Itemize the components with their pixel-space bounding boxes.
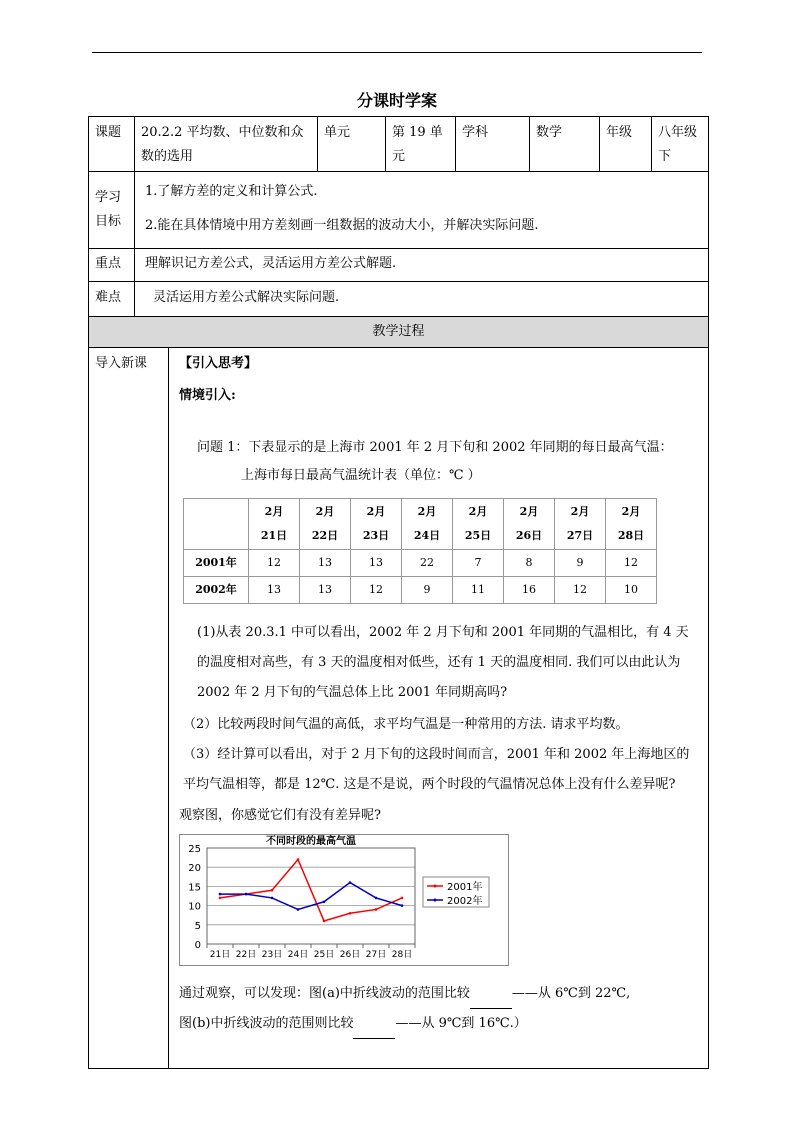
key-point-row bbox=[89, 249, 708, 282]
table-cell: 11 bbox=[453, 577, 504, 604]
table-column-header: 2月 26日 bbox=[504, 499, 555, 550]
data-point bbox=[401, 897, 404, 900]
grade-label: 年级 bbox=[600, 117, 652, 171]
unit-value: 第 19 单元 bbox=[386, 117, 456, 171]
lesson-table bbox=[88, 116, 709, 1069]
table-cell: 13 bbox=[300, 577, 351, 604]
table-cell: 9 bbox=[402, 577, 453, 604]
data-point bbox=[349, 881, 352, 884]
intro-label: 导入新课 bbox=[89, 348, 169, 1068]
y-tick-label: 0 bbox=[194, 940, 201, 951]
answer-blank bbox=[353, 1024, 395, 1039]
data-point bbox=[375, 897, 378, 900]
subject-label: 学科 bbox=[456, 117, 530, 171]
data-point bbox=[323, 920, 326, 923]
table-column-header: 2月 23日 bbox=[351, 499, 402, 550]
table-column-header: 2月 22日 bbox=[300, 499, 351, 550]
x-tick-label: 26日 bbox=[339, 950, 361, 960]
table-column-header: 2月 27日 bbox=[555, 499, 606, 550]
question-1: (1)从表 20.3.1 中可以看出，2002 年 2 月下旬和 2001 年同期的气温相比，有 4 天的温度相对高些，有 3 天的温度相对低些，还有 1 天的温度相同. 我们可以由此认为 2002 年 2 月下旬的气温总体上比 2001 年同期高吗? bbox=[197, 625, 689, 700]
objectives-content bbox=[135, 172, 708, 248]
x-tick-label: 27日 bbox=[365, 950, 387, 960]
table-cell: 13 bbox=[351, 550, 402, 577]
x-tick-label: 23日 bbox=[261, 950, 283, 960]
intro-row bbox=[89, 348, 708, 1068]
chart-title: 不同时段的最高气温 bbox=[266, 836, 356, 847]
observe-text: 观察图，你感觉它们有没有差异呢? bbox=[179, 808, 381, 823]
data-point bbox=[219, 893, 222, 896]
data-point bbox=[297, 858, 300, 861]
process-title: 教学过程 bbox=[89, 317, 708, 347]
table-cell: 16 bbox=[504, 577, 555, 604]
objectives-row bbox=[89, 172, 708, 249]
row-year: 2002年 bbox=[184, 577, 249, 604]
y-tick-label: 5 bbox=[194, 920, 201, 932]
y-tick-label: 10 bbox=[188, 901, 201, 913]
y-tick-label: 15 bbox=[188, 882, 201, 894]
data-point bbox=[375, 908, 378, 911]
table-cell: 7 bbox=[453, 550, 504, 577]
header-rule bbox=[92, 52, 702, 53]
key-point-text: 理解识记方差公式，灵活运用方差公式解题. bbox=[145, 256, 397, 271]
table-header-row bbox=[184, 499, 657, 550]
conclusion-b: 图(b)中折线波动的范围则比较 ——从 9℃到 16℃.） bbox=[179, 1009, 698, 1039]
table-cell: 9 bbox=[555, 550, 606, 577]
y-tick-label: 25 bbox=[188, 844, 201, 855]
data-point bbox=[271, 897, 274, 900]
answer-blank bbox=[470, 994, 512, 1009]
x-tick-label: 24日 bbox=[287, 950, 309, 960]
data-point bbox=[401, 904, 404, 907]
table-row bbox=[184, 577, 657, 604]
data-point bbox=[297, 908, 300, 911]
table-cell: 12 bbox=[555, 577, 606, 604]
difficulty-row bbox=[89, 282, 708, 317]
problem-text: 问题 1：下表显示的是上海市 2001 年 2 月下旬和 2002 年同期的每日最高气温： bbox=[197, 440, 673, 455]
topic-label: 课题 bbox=[89, 117, 135, 171]
table-row bbox=[184, 550, 657, 577]
data-point bbox=[349, 912, 352, 915]
table-cell: 12 bbox=[351, 577, 402, 604]
grade-value: 八年级下 bbox=[658, 125, 698, 164]
line-chart bbox=[179, 834, 509, 966]
header-row bbox=[89, 117, 708, 172]
key-point-label: 重点 bbox=[89, 249, 135, 281]
table-cell: 12 bbox=[249, 550, 300, 577]
x-tick-label: 21日 bbox=[209, 950, 231, 960]
page-title: 分课时学案 bbox=[356, 91, 437, 110]
unit-label: 单元 bbox=[318, 117, 386, 171]
objective-item: 1.了解方差的定义和计算公式. bbox=[145, 184, 318, 199]
x-tick-label: 22日 bbox=[235, 950, 257, 960]
data-point bbox=[323, 900, 326, 903]
table-cell: 8 bbox=[504, 550, 555, 577]
table-column-header: 2月 28日 bbox=[606, 499, 657, 550]
table-cell: 22 bbox=[402, 550, 453, 577]
table-cell: 13 bbox=[300, 550, 351, 577]
table-corner bbox=[184, 499, 249, 550]
x-tick-label: 28日 bbox=[391, 950, 413, 960]
intro-content bbox=[169, 348, 708, 1068]
table-cell: 12 bbox=[606, 550, 657, 577]
table-column-header: 2月 21日 bbox=[249, 499, 300, 550]
topic-value: 20.2.2 平均数、中位数和众数的选用 bbox=[135, 117, 318, 171]
legend-label: 2002年 bbox=[447, 896, 483, 907]
objectives-label: 学习目标 bbox=[89, 172, 135, 248]
difficulty-label: 难点 bbox=[89, 282, 135, 316]
row-year: 2001年 bbox=[184, 550, 249, 577]
process-row bbox=[89, 317, 708, 348]
difficulty-text: 灵活运用方差公式解决实际问题. bbox=[153, 290, 340, 305]
table-cell: 13 bbox=[249, 577, 300, 604]
y-tick-label: 20 bbox=[188, 863, 201, 875]
legend-marker bbox=[434, 899, 437, 902]
table-cell: 10 bbox=[606, 577, 657, 604]
conclusion-a: 通过观察，可以发现：图(a)中折线波动的范围比较 ——从 6℃到 22℃, bbox=[179, 979, 698, 1009]
table-column-header: 2月 24日 bbox=[402, 499, 453, 550]
intro-heading: 【引入思考】 bbox=[179, 356, 258, 371]
scene-heading: 情境引入: bbox=[179, 388, 236, 403]
legend-label: 2001年 bbox=[447, 882, 483, 893]
question-2: （2）比较两段时间气温的高低，求平均气温是一种常用的方法. 请求平均数。 bbox=[183, 717, 629, 732]
question-3: （3）经计算可以看出，对于 2 月下旬的这段时间而言，2001 年和 2002 年上海地区的平均气温相等，都是 12℃. 这是不是说，两个时段的气温情况总体上没有什么差异呢? bbox=[183, 747, 690, 792]
objective-item: 2.能在具体情境中用方差刻画一组数据的波动大小，并解决实际问题. bbox=[145, 218, 539, 233]
legend-marker bbox=[434, 885, 437, 888]
table-column-header: 2月 25日 bbox=[453, 499, 504, 550]
data-point bbox=[219, 897, 222, 900]
x-tick-label: 25日 bbox=[313, 950, 335, 960]
temperature-chart bbox=[179, 834, 698, 975]
temperature-table bbox=[183, 498, 657, 604]
subject-value: 数学 bbox=[530, 117, 600, 171]
data-point bbox=[245, 893, 248, 896]
table-title: 上海市每日最高气温统计表（单位：℃ ） bbox=[241, 468, 481, 483]
data-point bbox=[271, 889, 274, 892]
